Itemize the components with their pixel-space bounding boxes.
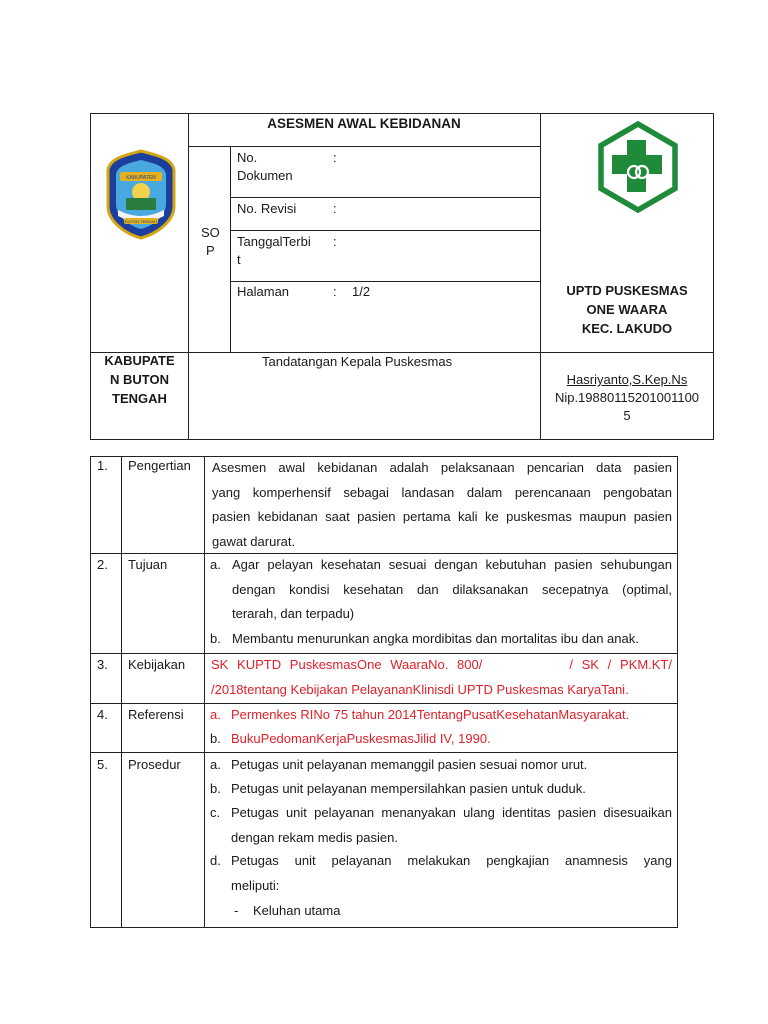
puskesmas-name-line: ONE WAARA <box>586 302 668 317</box>
divider <box>713 113 714 440</box>
list-item: Petugas unit pelayanan mempersilahkan pasien untuk duduk. <box>231 781 586 796</box>
list-item: Petugas unit pelayanan memanggil pasien sesuai nomor urut. <box>231 757 588 772</box>
sop-label-line: P <box>206 243 215 258</box>
tanggal-label <box>237 233 311 269</box>
tanggal-value: : <box>333 234 337 249</box>
row-number: 4. <box>97 707 108 722</box>
sop-label-line: SO <box>201 225 220 240</box>
content-line: Petugas unit pelayanan menanyakan ulang identitas pasien disesuaikan <box>231 805 672 820</box>
sop-label <box>201 224 220 260</box>
list-marker: b. <box>210 781 221 796</box>
list-item: Membantu menurunkan angka mordibitas dan mortalitas ibu dan anak. <box>232 631 639 646</box>
tanggal-label-line: TanggalTerbi <box>237 234 311 249</box>
divider <box>90 927 678 928</box>
puskesmas-name-line: UPTD PUSKESMAS <box>566 283 688 298</box>
content-line: gawat darurat. <box>212 533 296 549</box>
doc-no-label-line: Dokumen <box>237 168 293 183</box>
divider <box>204 456 205 928</box>
halaman-value: 1/2 <box>352 284 371 299</box>
content-line: Asesmen awal kebidanan adalah pelaksanaan pencarian data pasien <box>212 460 672 475</box>
content-line: dengan rekam medis pasien. <box>231 829 398 845</box>
divider <box>90 439 714 440</box>
row-title: Referensi <box>128 707 184 722</box>
doc-no-label <box>237 149 293 185</box>
puskesmas-logo <box>592 121 684 213</box>
list-marker: a. <box>210 557 221 572</box>
row-number: 2. <box>97 557 108 572</box>
kabupaten-name-line: N BUTON <box>110 372 169 387</box>
kepala-name: Hasriyanto,S.Kep.Ns <box>566 372 688 387</box>
content-line: Agar pelayan kesehatan sesuai dengan kebutuhan pasien sehubungan <box>232 557 672 572</box>
halaman-label: Halaman <box>237 284 290 299</box>
content-line: pasien kebidanan saat pasien pertama kali ke puskesmas maupun pasien <box>212 509 672 524</box>
list-item <box>232 553 672 627</box>
row-title: Kebijakan <box>128 657 186 672</box>
list-marker: - <box>234 903 239 918</box>
kepala-nip-cont: 5 <box>623 408 631 423</box>
divider <box>121 456 122 928</box>
logo-lettering: KABUPATEN <box>126 175 156 181</box>
divider <box>230 281 541 282</box>
doc-no-label-line: No. <box>237 150 258 165</box>
doc-no-value: : <box>333 150 337 165</box>
revisi-value: : <box>333 201 337 216</box>
kepala-info <box>541 371 713 425</box>
divider <box>188 113 189 440</box>
content-line: meliputi: <box>231 877 280 893</box>
halaman-sep: : <box>333 284 337 299</box>
page-title: ASESMEN AWAL KEBIDANAN <box>267 116 461 131</box>
signature-label: Tandatangan Kepala Puskesmas <box>262 354 453 369</box>
logo-lettering: BUTON TENGAH <box>125 219 157 224</box>
content-line: Petugas unit pelayanan melakukan pengkajian anamnesis yang <box>231 853 672 868</box>
list-marker: c. <box>210 805 221 820</box>
list-item: Keluhan utama <box>253 903 341 918</box>
list-item <box>231 801 672 850</box>
content-line: /2018tentang Kebijakan PelayananKlinisdi UPTD Puskesmas KaryaTani. <box>211 681 629 697</box>
kabupaten-name-line: TENGAH <box>112 391 167 406</box>
list-marker: a. <box>210 707 221 722</box>
row-title: Pengertian <box>128 458 191 473</box>
content-line: dengan kondisi kesehatan dan dilaksanakan secepatnya (optimal, <box>232 581 672 597</box>
list-marker: b. <box>210 731 221 746</box>
list-marker: d. <box>210 853 221 868</box>
row-number: 1. <box>97 458 108 473</box>
kabupaten-name-line: KABUPATE <box>104 353 175 368</box>
content-line: SK KUPTD PuskesmasOne WaaraNo. 800/ / SK / PKM.KT/ <box>211 657 672 672</box>
puskesmas-name <box>541 281 713 338</box>
row-title: Tujuan <box>128 557 168 572</box>
kabupaten-name <box>91 351 188 408</box>
row-number: 5. <box>97 757 108 772</box>
row-title: Prosedur <box>128 757 181 772</box>
kepala-nip: Nip.19880115201001100 <box>554 390 700 405</box>
row-number: 3. <box>97 657 108 672</box>
puskesmas-name-line: KEC. LAKUDO <box>581 321 673 336</box>
tanggal-label-line: t <box>237 252 241 267</box>
divider <box>230 146 231 352</box>
divider <box>230 197 541 198</box>
list-item: BukuPedomanKerjaPuskesmasJilid IV, 1990. <box>231 731 491 746</box>
row-content <box>212 456 672 554</box>
divider <box>90 456 91 928</box>
list-marker: a. <box>210 757 221 772</box>
divider <box>90 113 714 114</box>
divider <box>677 456 678 928</box>
content-line: terarah, dan terpadu) <box>232 606 355 621</box>
content-line: yang komperhensif sebagai landasan dalam perencanaan pengobatan <box>212 484 672 500</box>
revisi-label: No. Revisi <box>237 201 297 216</box>
row-content <box>211 653 672 702</box>
list-item <box>231 849 672 898</box>
divider <box>188 146 541 147</box>
kabupaten-logo <box>104 148 178 240</box>
divider <box>230 230 541 231</box>
list-item: Permenkes RINo 75 tahun 2014TentangPusatKesehatanMasyarakat. <box>231 707 630 722</box>
list-marker: b. <box>210 631 221 646</box>
